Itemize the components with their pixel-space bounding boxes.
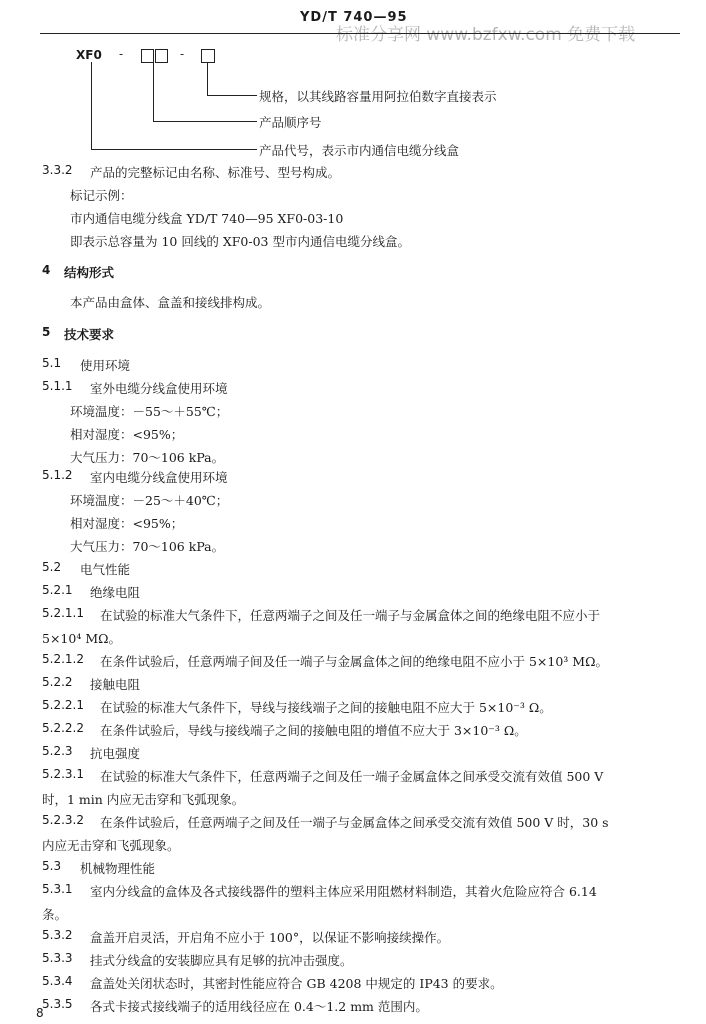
standard-code: YD/T 740—95 — [300, 10, 408, 25]
seq-label: 产品顺序号 — [259, 115, 322, 130]
code-leader-h — [91, 149, 257, 150]
spec-leader-h — [207, 95, 257, 96]
header-rule — [40, 33, 680, 34]
spec-leader-v — [207, 62, 208, 95]
seq-box-1 — [141, 49, 154, 63]
seq-leader-h — [153, 121, 257, 122]
seq-box-2 — [155, 49, 168, 63]
model-dash-1: - — [119, 47, 124, 61]
watermark: 标准分享网 www.bzfxw.com 免费下载 — [336, 25, 636, 45]
code-label: 产品代号，表示市内通信电缆分线盒 — [259, 143, 460, 158]
spec-box — [201, 49, 215, 63]
model-dash-2: - — [180, 47, 185, 61]
spec-label: 规格，以其线路容量用阿拉伯数字直接表示 — [259, 89, 497, 104]
model-prefix: XF0 — [76, 48, 102, 62]
page-number: 8 — [36, 1006, 44, 1020]
code-leader-v — [91, 62, 92, 149]
seq-leader-v — [153, 62, 154, 121]
